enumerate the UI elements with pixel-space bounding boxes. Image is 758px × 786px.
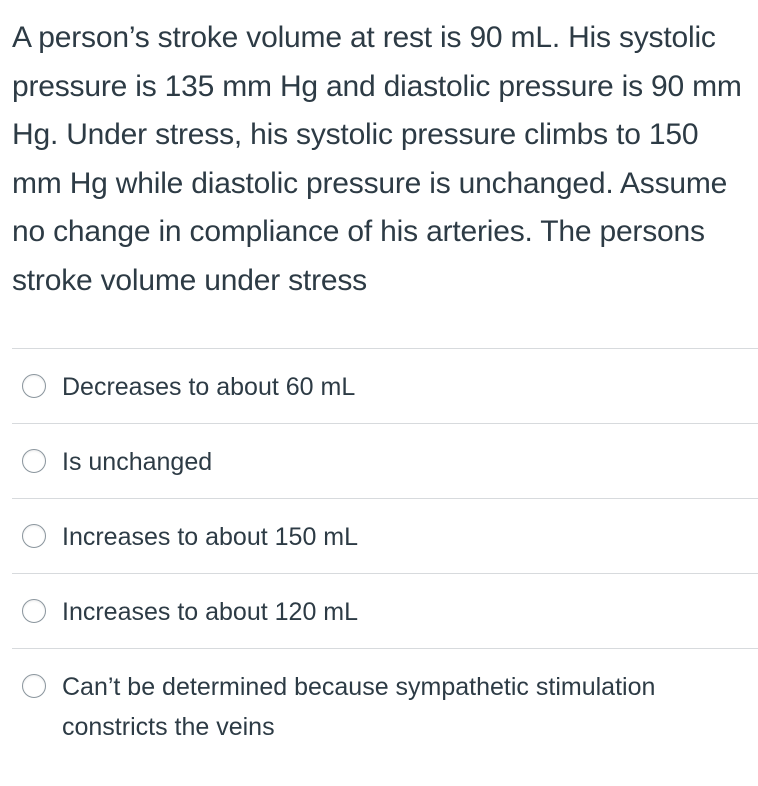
- answer-option-4[interactable]: [12, 574, 758, 649]
- radio-button-5[interactable]: [22, 674, 46, 698]
- answer-label-3: Increases to about 150 mL: [62, 523, 359, 551]
- answer-option-3[interactable]: [12, 499, 758, 574]
- answer-list: [12, 348, 758, 759]
- question-text: A person’s stroke volume at rest is 90 mL. His systolic pressure is 135 mm Hg and diastolic pressure is 90 mm Hg. Under stress, his systolic pressure climbs to 150 mm Hg while diastolic pressure is unchanged. Assume no change in compliance of his arteries. The persons stroke volume under stress: [12, 21, 742, 297]
- answer-label-1: Decreases to about 60 mL: [62, 373, 356, 401]
- answer-label-5: Can’t be determined because sympathetic stimulation constricts the veins: [62, 673, 656, 741]
- radio-button-4[interactable]: [22, 599, 46, 623]
- answer-label-2: Is unchanged: [62, 448, 213, 476]
- radio-button-2[interactable]: [22, 449, 46, 473]
- answer-option-2[interactable]: [12, 424, 758, 499]
- radio-button-1[interactable]: [22, 374, 46, 398]
- answer-option-1[interactable]: [12, 349, 758, 424]
- answer-option-5[interactable]: [12, 649, 758, 759]
- answer-label-4: Increases to about 120 mL: [62, 598, 359, 626]
- radio-button-3[interactable]: [22, 524, 46, 548]
